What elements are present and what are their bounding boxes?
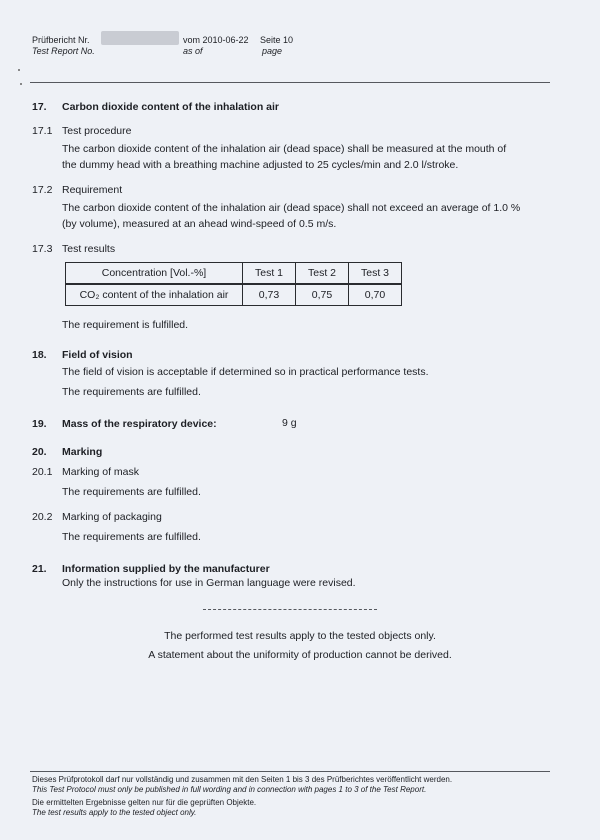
table-header-row [66, 263, 402, 285]
subsection-title: Test procedure [62, 125, 132, 137]
table-header-cell: Test 3 [349, 263, 402, 285]
section-number: 17. [32, 101, 47, 113]
table-cell: 0,75 [296, 284, 349, 306]
table-cell: 0,70 [349, 284, 402, 306]
paragraph-line: The carbon dioxide content of the inhalation air (dead space) shall be measured at the mouth of [62, 143, 507, 155]
section-title: Information supplied by the manufacturer [62, 563, 270, 575]
paragraph-line: (by volume), measured at an ahead wind-speed of 0.5 m/s. [62, 218, 337, 230]
mass-value: 9 g [282, 417, 297, 429]
table-cell: 0,73 [243, 284, 296, 306]
closing-statement: The performed test results apply to the tested objects only. [164, 630, 436, 642]
report-date-en: as of [183, 46, 203, 56]
section-title: Field of vision [62, 349, 133, 361]
section-title: Mass of the respiratory device: [62, 418, 217, 430]
footer-line-en: The test results apply to the tested object only. [32, 807, 197, 817]
footer-line-de: Die ermittelten Ergebnisse gelten nur für die geprüften Objekte. [32, 798, 257, 807]
section-number: 21. [32, 563, 47, 575]
paragraph-line: The requirements are fulfilled. [62, 386, 201, 398]
paragraph [62, 200, 520, 232]
paragraph-line: the dummy head with a breathing machine adjusted to 25 cycles/min and 2.0 l/stroke. [62, 159, 459, 171]
subsection-title: Marking of mask [62, 466, 140, 478]
report-number-label-en: Test Report No. [32, 46, 95, 56]
footer-line-en: This Test Protocol must only be published in full wording and in connection with pages 1 to 3 of the Test Report. [32, 784, 427, 794]
section-number: 18. [32, 349, 47, 361]
page-number-de: Seite 10 [260, 35, 294, 45]
footer-note [32, 775, 452, 817]
subsection-title: Test results [62, 243, 116, 255]
result-statement: The requirements are fulfilled. [62, 531, 201, 543]
result-statement: The requirement is fulfilled. [62, 319, 189, 331]
paragraph-line: The carbon dioxide content of the inhalation air (dead space) shall not exceed an average of 1.0 % [62, 202, 521, 214]
section-number: 20. [32, 446, 47, 458]
section-number: 19. [32, 418, 47, 430]
redacted-report-number [101, 31, 179, 45]
subsection-title: Requirement [62, 184, 123, 196]
table-row-label: CO₂ content of the inhalation air [66, 284, 243, 306]
scan-mark [18, 69, 20, 71]
footer-line-de: Dieses Prüfprotokoll darf nur vollständig und zusammen mit den Seiten 1 bis 3 des Prüfberichtes veröffentlicht werden. [32, 775, 453, 784]
subsection-number: 20.2 [32, 511, 53, 523]
report-number-label-de: Prüfbericht Nr. [32, 35, 90, 45]
subsection-number: 17.2 [32, 184, 53, 196]
report-date [183, 35, 249, 57]
paragraph-line: The field of vision is acceptable if determined so in practical performance tests. [62, 366, 429, 378]
section-title: Carbon dioxide content of the inhalation air [62, 101, 280, 113]
table-header-cell: Concentration [Vol.-%] [66, 263, 243, 285]
page-number [260, 35, 293, 57]
paragraph: Only the instructions for use in German language were revised. [62, 577, 356, 589]
section-title: Marking [62, 446, 103, 458]
paragraph [62, 141, 506, 173]
result-statement: The requirements are fulfilled. [62, 486, 201, 498]
table-header-cell: Test 1 [243, 263, 296, 285]
table-header-cell: Test 2 [296, 263, 349, 285]
table-row [66, 284, 402, 306]
paragraph [62, 364, 429, 400]
results-table [65, 262, 402, 306]
header-rule [30, 82, 550, 83]
subsection-number: 20.1 [32, 466, 53, 478]
report-date-de: vom 2010-06-22 [183, 35, 249, 45]
subsection-title: Marking of packaging [62, 511, 162, 523]
closing-statement: A statement about the uniformity of production cannot be derived. [148, 649, 452, 661]
report-number-label [32, 35, 95, 57]
subsection-number: 17.1 [32, 125, 53, 137]
separator-line [203, 609, 377, 610]
page-number-en: page [262, 46, 283, 56]
scan-mark [20, 83, 22, 85]
subsection-number: 17.3 [32, 243, 53, 255]
footer-rule [30, 771, 550, 772]
